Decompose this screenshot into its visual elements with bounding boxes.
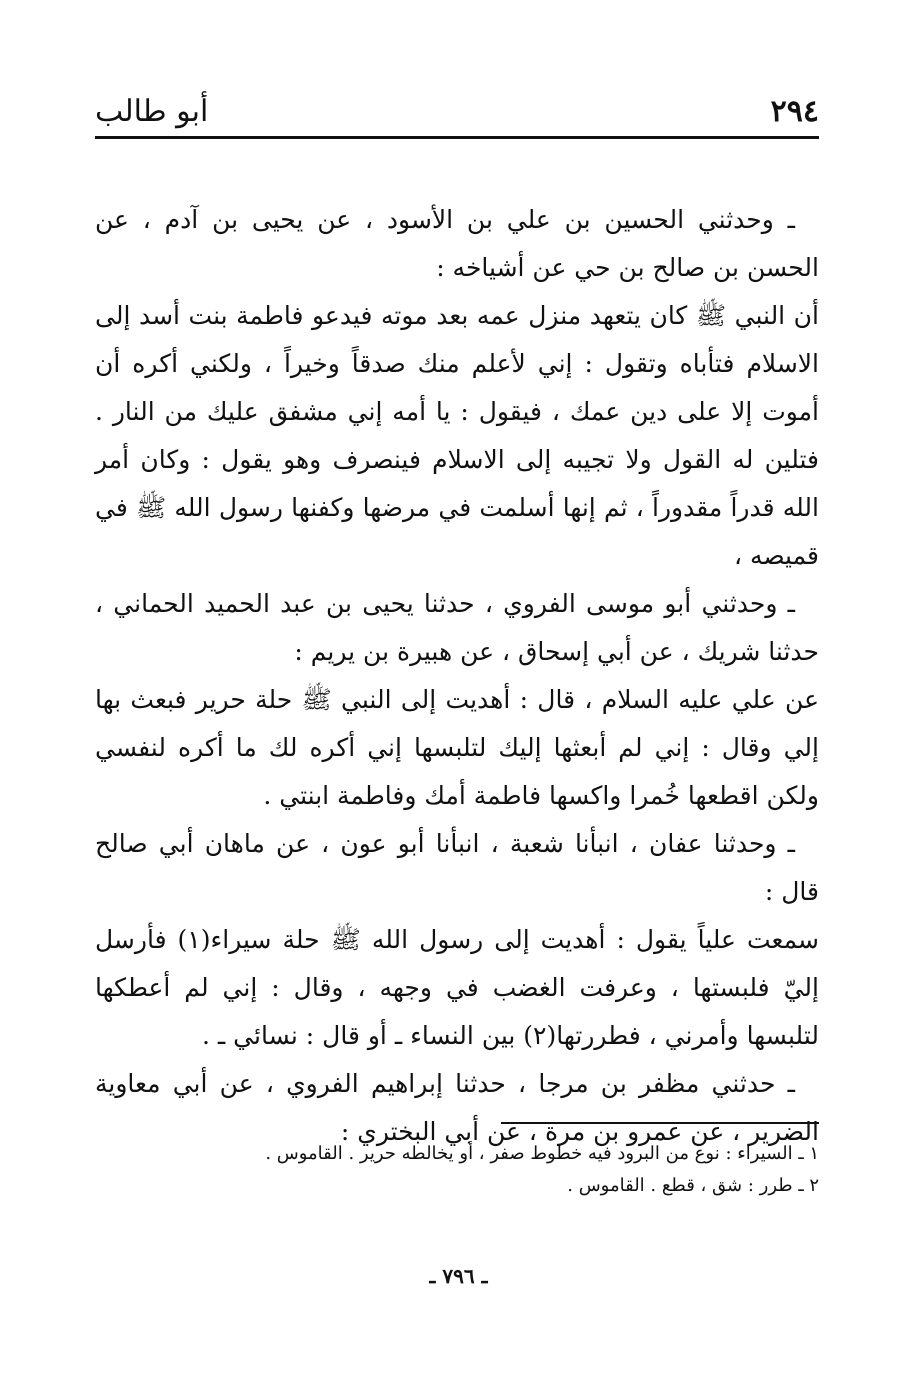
footnote-1: ١ ـ السيراء : نوع من البرود فيه خطوط صفر ، أو يخالطه حرير . القاموس . <box>265 1143 819 1164</box>
page-number: ٢٩٤ <box>770 94 819 129</box>
paragraph-isnad-3: ـ وحدثنا عفان ، انبأنا شعبة ، انبأنا أبو عون ، عن ماهان أبي صالح قال : <box>95 829 819 906</box>
paragraph-hadith-1: أن النبي ﷺ كان يتعهد منزل عمه بعد موته فيدعو فاطمة بنت أسد إلى الاسلام فتأباه وتقول : إني لأعلم منك صدقاً وخيراً ، ولكني أكره أن أموت إلا على دين عمك ، فيقول : يا أمه إني مشفق عليك من النار . فتلين له القول ولا تجيبه إلى الاسلام فينصرف وهو يقول : وكان أمر الله قدراً مقدوراً ، ثم إنها أسلمت في مرضها وكفنها رسول الله ﷺ في قميصه ، <box>95 301 819 570</box>
folio-number: ـ ٧٩٦ ـ <box>429 1264 488 1288</box>
footnote-2: ٢ ـ طرر : شق ، قطع . القاموس . <box>567 1175 819 1196</box>
paragraph-isnad-2: ـ وحدثني أبو موسى الفروي ، حدثنا يحيى بن عبد الحميد الحماني ، حدثنا شريك ، عن أبي إسحاق ، عن هبيرة بن يريم : <box>95 589 819 666</box>
running-header <box>95 92 819 139</box>
paragraph-hadith-3: سمعت علياً يقول : أهديت إلى رسول الله ﷺ حلة سيراء(١) فأرسل إليّ فلبستها ، وعرفت الغضب في وجهه ، وقال : إني لم أعطكها لتلبسها وأمرني ، فطررتها(٢) بين النساء ـ أو قال : نسائي ـ . <box>95 925 819 1050</box>
paragraph-isnad-4: ـ حدثني مظفر بن مرجا ، حدثنا إبراهيم الفروي ، عن أبي معاوية الضرير ، عن عمرو بن مرة ، عن أبي البختري : <box>95 1069 819 1146</box>
paragraph-hadith-2: عن علي عليه السلام ، قال : أهديت إلى النبي ﷺ حلة حرير فبعث بها إلي وقال : إني لم أبعثها إليك لتلبسها إني أكره لك ما أكره لنفسي ولكن اقطعها خُمرا واكسها فاطمة أمك وفاطمة ابنتي . <box>95 685 819 810</box>
paragraph-isnad-1: ـ وحدثني الحسين بن علي بن الأسود ، عن يحيى بن آدم ، عن الحسن بن صالح بن حي عن أشياخه : <box>95 205 819 282</box>
footnote-separator <box>501 1122 819 1124</box>
book-title: أبو طالب <box>95 94 209 129</box>
main-text <box>95 196 819 1156</box>
footnotes <box>95 1138 819 1202</box>
